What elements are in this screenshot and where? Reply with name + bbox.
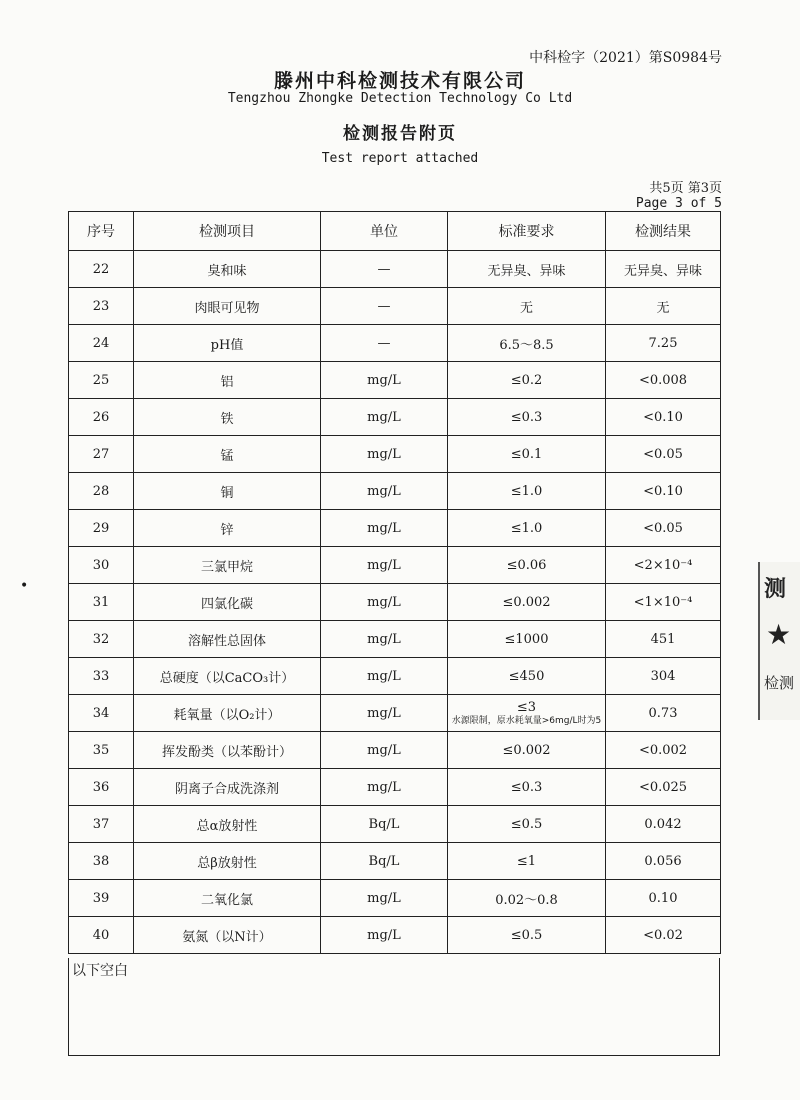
cell-unit: mg/L bbox=[321, 473, 448, 510]
cell-standard: ≤0.2 bbox=[448, 362, 606, 399]
table-row bbox=[69, 251, 721, 288]
cell-item: 锌 bbox=[134, 510, 321, 547]
cell-unit: mg/L bbox=[321, 658, 448, 695]
cell-standard: ≤1 bbox=[448, 843, 606, 880]
table-row bbox=[69, 880, 721, 917]
table-row bbox=[69, 732, 721, 769]
cell-result: 0.73 bbox=[606, 695, 721, 732]
cell-unit: mg/L bbox=[321, 695, 448, 732]
cell-result: 无异臭、异味 bbox=[606, 251, 721, 288]
stamp-text-top: 测 bbox=[764, 576, 787, 602]
cell-standard: ≤1000 bbox=[448, 621, 606, 658]
cell-standard: ≤0.002 bbox=[448, 584, 606, 621]
table-row bbox=[69, 510, 721, 547]
cell-item: 肉眼可见物 bbox=[134, 288, 321, 325]
cell-result: <0.05 bbox=[606, 510, 721, 547]
cell-standard: ≤0.3 bbox=[448, 769, 606, 806]
cell-standard: ≤0.002 bbox=[448, 732, 606, 769]
cell-seq: 34 bbox=[69, 695, 134, 732]
cell-seq: 29 bbox=[69, 510, 134, 547]
cell-result: <0.05 bbox=[606, 436, 721, 473]
cell-seq: 36 bbox=[69, 769, 134, 806]
cell-standard: 0.02～0.8 bbox=[448, 880, 606, 917]
header-standard: 标准要求 bbox=[448, 212, 606, 251]
cell-unit: — bbox=[321, 288, 448, 325]
header-item: 检测项目 bbox=[134, 212, 321, 251]
table-row bbox=[69, 362, 721, 399]
page-indicator-en: Page 3 of 5 bbox=[635, 196, 722, 211]
standard-value: ≤3 bbox=[516, 699, 537, 715]
results-table bbox=[68, 211, 721, 954]
table-row bbox=[69, 695, 721, 732]
table-row bbox=[69, 547, 721, 584]
cell-item: 铁 bbox=[134, 399, 321, 436]
cell-seq: 32 bbox=[69, 621, 134, 658]
cell-unit: mg/L bbox=[321, 510, 448, 547]
table-row bbox=[69, 769, 721, 806]
page-indicator-cn: 共5页 第3页 bbox=[649, 181, 722, 196]
cell-item: pH值 bbox=[134, 325, 321, 362]
table-row bbox=[69, 843, 721, 880]
table-row bbox=[69, 325, 721, 362]
cell-standard bbox=[448, 695, 606, 732]
table-row bbox=[69, 473, 721, 510]
cell-seq: 27 bbox=[69, 436, 134, 473]
cell-item: 溶解性总固体 bbox=[134, 621, 321, 658]
margin-dot-mark: • bbox=[20, 578, 29, 594]
cell-standard: ≤0.1 bbox=[448, 436, 606, 473]
cell-unit: mg/L bbox=[321, 584, 448, 621]
cell-item: 锰 bbox=[134, 436, 321, 473]
cell-item: 氨氮（以N计） bbox=[134, 917, 321, 954]
cell-item: 臭和味 bbox=[134, 251, 321, 288]
table-row bbox=[69, 621, 721, 658]
cell-standard: ≤0.5 bbox=[448, 917, 606, 954]
cell-result: <1×10⁻⁴ bbox=[606, 584, 721, 621]
cell-seq: 23 bbox=[69, 288, 134, 325]
report-title-cn: 检测报告附页 bbox=[343, 124, 457, 144]
cell-unit: mg/L bbox=[321, 769, 448, 806]
cell-item: 总硬度（以CaCO₃计） bbox=[134, 658, 321, 695]
cell-result: 无 bbox=[606, 288, 721, 325]
cell-seq: 39 bbox=[69, 880, 134, 917]
cell-seq: 25 bbox=[69, 362, 134, 399]
table-row bbox=[69, 584, 721, 621]
cell-unit: mg/L bbox=[321, 732, 448, 769]
cell-item: 二氧化氯 bbox=[134, 880, 321, 917]
header-seq: 序号 bbox=[69, 212, 134, 251]
cell-item: 四氯化碳 bbox=[134, 584, 321, 621]
cell-seq: 28 bbox=[69, 473, 134, 510]
cell-unit: Bq/L bbox=[321, 843, 448, 880]
cell-standard: ≤450 bbox=[448, 658, 606, 695]
cell-unit: mg/L bbox=[321, 399, 448, 436]
report-number: 中科检字（2021）第S0984号 bbox=[529, 50, 722, 66]
stamp-star-icon: ★ bbox=[766, 618, 792, 651]
cell-result: <0.10 bbox=[606, 473, 721, 510]
cell-item: 总β放射性 bbox=[134, 843, 321, 880]
cell-unit: mg/L bbox=[321, 547, 448, 584]
cell-result: <0.008 bbox=[606, 362, 721, 399]
cell-seq: 40 bbox=[69, 917, 134, 954]
cell-standard: ≤0.5 bbox=[448, 806, 606, 843]
cell-result: <2×10⁻⁴ bbox=[606, 547, 721, 584]
cell-standard: ≤1.0 bbox=[448, 473, 606, 510]
cell-result: 7.25 bbox=[606, 325, 721, 362]
cell-unit: mg/L bbox=[321, 880, 448, 917]
cell-standard: ≤0.06 bbox=[448, 547, 606, 584]
seam-stamp bbox=[758, 562, 800, 720]
cell-item: 三氯甲烷 bbox=[134, 547, 321, 584]
table-row bbox=[69, 917, 721, 954]
cell-seq: 35 bbox=[69, 732, 134, 769]
cell-result: 304 bbox=[606, 658, 721, 695]
cell-item: 铜 bbox=[134, 473, 321, 510]
report-title-en: Test report attached bbox=[321, 151, 479, 166]
table-header-row bbox=[69, 212, 721, 251]
cell-seq: 37 bbox=[69, 806, 134, 843]
cell-unit: mg/L bbox=[321, 917, 448, 954]
cell-item: 耗氧量（以O₂计） bbox=[134, 695, 321, 732]
cell-result: <0.10 bbox=[606, 399, 721, 436]
table-row bbox=[69, 288, 721, 325]
cell-seq: 26 bbox=[69, 399, 134, 436]
cell-seq: 38 bbox=[69, 843, 134, 880]
cell-seq: 33 bbox=[69, 658, 134, 695]
cell-item: 总α放射性 bbox=[134, 806, 321, 843]
cell-result: 451 bbox=[606, 621, 721, 658]
cell-seq: 24 bbox=[69, 325, 134, 362]
cell-unit: mg/L bbox=[321, 436, 448, 473]
cell-result: <0.025 bbox=[606, 769, 721, 806]
table-row bbox=[69, 806, 721, 843]
company-name-en: Tengzhou Zhongke Detection Technology Co Ltd bbox=[227, 91, 573, 106]
company-name-cn: 滕州中科检测技术有限公司 bbox=[273, 70, 526, 92]
cell-result: <0.002 bbox=[606, 732, 721, 769]
cell-standard: 无异臭、异味 bbox=[448, 251, 606, 288]
cell-result: <0.02 bbox=[606, 917, 721, 954]
table-row bbox=[69, 658, 721, 695]
blank-area bbox=[68, 958, 720, 1056]
cell-standard: 无 bbox=[448, 288, 606, 325]
cell-result: 0.10 bbox=[606, 880, 721, 917]
cell-item: 铝 bbox=[134, 362, 321, 399]
cell-unit: — bbox=[321, 251, 448, 288]
header-result: 检测结果 bbox=[606, 212, 721, 251]
stamp-text-bottom: 检测 bbox=[764, 674, 795, 692]
cell-standard: ≤1.0 bbox=[448, 510, 606, 547]
cell-unit: mg/L bbox=[321, 362, 448, 399]
cell-standard: ≤0.3 bbox=[448, 399, 606, 436]
cell-seq: 22 bbox=[69, 251, 134, 288]
cell-result: 0.042 bbox=[606, 806, 721, 843]
standard-note: 水源限制，原水耗氧量>6mg/L时为5 bbox=[451, 715, 602, 726]
table-row bbox=[69, 436, 721, 473]
cell-item: 挥发酚类（以苯酚计） bbox=[134, 732, 321, 769]
cell-standard: 6.5～8.5 bbox=[448, 325, 606, 362]
cell-seq: 30 bbox=[69, 547, 134, 584]
blank-remark: 以下空白 bbox=[72, 963, 128, 979]
cell-seq: 31 bbox=[69, 584, 134, 621]
cell-unit: Bq/L bbox=[321, 806, 448, 843]
header-unit: 单位 bbox=[321, 212, 448, 251]
cell-item: 阴离子合成洗涤剂 bbox=[134, 769, 321, 806]
table-row bbox=[69, 399, 721, 436]
cell-unit: mg/L bbox=[321, 621, 448, 658]
cell-unit: — bbox=[321, 325, 448, 362]
cell-result: 0.056 bbox=[606, 843, 721, 880]
